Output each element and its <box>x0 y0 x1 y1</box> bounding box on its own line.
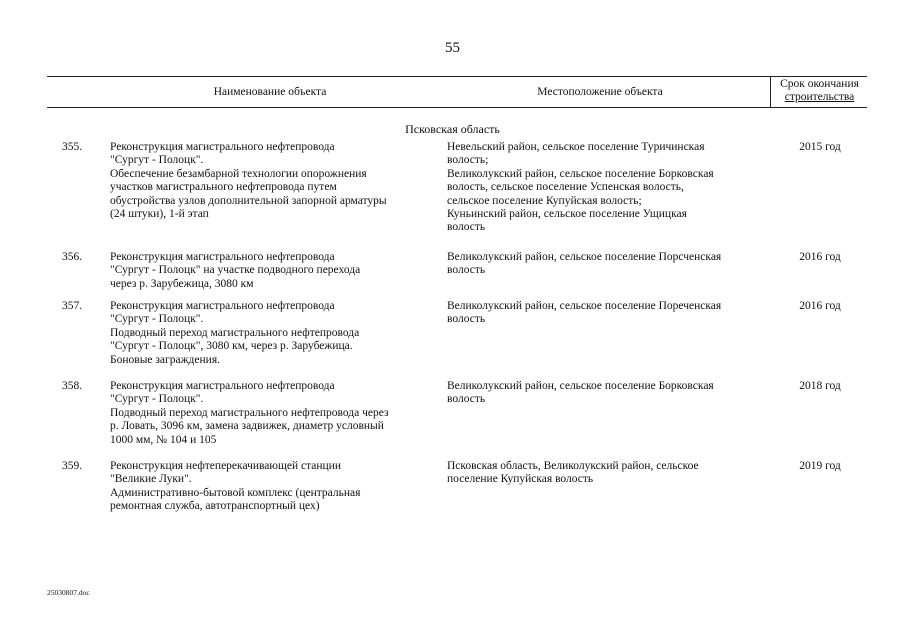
row-object-name <box>110 141 430 221</box>
name-line: Подводный переход магистрального нефтепровода <box>110 326 360 339</box>
row-object-name <box>110 300 430 367</box>
name-line: Подводный переход магистрального нефтепровода через <box>110 406 389 419</box>
row-object-name <box>110 460 430 514</box>
name-line: Реконструкция магистрального нефтепровода <box>110 380 335 392</box>
row-location <box>447 460 757 487</box>
name-line: Реконструкция магистрального нефтепровода <box>110 141 335 153</box>
name-line: "Сургут - Полоцк", 3080 км, через р. Зарубежица. <box>110 340 353 353</box>
name-line: обустройства узлов дополнительной запорной арматуры <box>110 194 387 207</box>
location-line: волость; <box>447 154 489 167</box>
location-line: Куньинский район, сельское поселение Ущицкая <box>447 208 687 221</box>
footer-filename: 25030807.doc <box>47 588 90 597</box>
location-line: Невельский район, сельское поселение Туричинская <box>447 141 705 153</box>
row-number: 359. <box>62 460 83 472</box>
row-completion-year: 2018 год <box>799 380 841 392</box>
name-line: "Сургут - Полоцк" на участке подводного перехода <box>110 264 361 277</box>
row-completion-year: 2015 год <box>799 141 841 153</box>
name-line: Административно-бытовой комплекс (центральная <box>110 486 361 499</box>
name-line: через р. Зарубежица, 3080 км <box>110 277 254 290</box>
row-object-name <box>110 380 430 447</box>
location-line: волость <box>447 313 486 326</box>
name-line: Реконструкция магистрального нефтепровода <box>110 300 335 312</box>
name-line: ремонтная служба, автотранспортный цех) <box>110 500 320 513</box>
row-completion-year: 2016 год <box>799 300 841 312</box>
location-line: волость <box>447 264 486 277</box>
header-location-column: Местоположение объекта <box>537 86 663 98</box>
header-column-divider <box>770 76 771 107</box>
header-term-line2: строительства <box>784 91 855 103</box>
row-number: 356. <box>62 251 83 263</box>
name-line: "Сургут - Полоцк". <box>110 154 204 167</box>
location-line: волость, сельское поселение Успенская волость, <box>447 181 684 194</box>
location-line: Великолукский район, сельское поселение Порсченская <box>447 251 722 263</box>
region-heading: Псковская область <box>405 122 500 136</box>
name-line: Обеспечение безамбарной технологии опорожнения <box>110 167 367 180</box>
name-line: Боновые заграждения. <box>110 353 220 366</box>
row-location <box>447 141 757 235</box>
name-line: (24 штуки), 1-й этап <box>110 208 209 221</box>
header-bottom-rule <box>47 107 867 108</box>
name-line: Реконструкция нефтеперекачивающей станции <box>110 460 341 472</box>
location-line: Великолукский район, сельское поселение Борковская <box>447 380 714 392</box>
row-completion-year: 2019 год <box>799 460 841 472</box>
row-number: 355. <box>62 141 83 153</box>
row-location <box>447 380 757 407</box>
page-number: 55 <box>445 40 460 56</box>
location-line: волость <box>447 393 486 406</box>
header-term-line1: Срок окончания <box>780 78 859 90</box>
location-line: сельское поселение Купуйская волость; <box>447 194 642 207</box>
header-top-rule <box>47 76 867 77</box>
header-name-column: Наименование объекта <box>213 86 327 98</box>
name-line: Реконструкция магистрального нефтепровода <box>110 251 335 263</box>
location-line: Великолукский район, сельское поселение Борковская <box>447 167 714 180</box>
name-line: "Сургут - Полоцк". <box>110 313 204 326</box>
row-number: 357. <box>62 300 83 312</box>
location-line: волость <box>447 221 486 234</box>
name-line: р. Ловать, 3096 км, замена задвижек, диаметр условный <box>110 420 384 433</box>
name-line: "Сургут - Полоцк". <box>110 393 204 406</box>
name-line: участков магистрального нефтепровода путем <box>110 181 337 194</box>
name-line: 1000 мм, № 104 и 105 <box>110 433 217 446</box>
row-number: 358. <box>62 380 83 392</box>
location-line: поселение Купуйская волость <box>447 473 594 486</box>
row-location <box>447 300 757 327</box>
location-line: Великолукский район, сельское поселение Пореченская <box>447 300 722 312</box>
header-term-column <box>772 78 867 104</box>
location-line: Псковская область, Великолукский район, сельское <box>447 460 699 472</box>
name-line: "Великие Луки". <box>110 473 192 486</box>
row-completion-year: 2016 год <box>799 251 841 263</box>
row-location <box>447 251 757 278</box>
row-object-name <box>110 251 430 291</box>
